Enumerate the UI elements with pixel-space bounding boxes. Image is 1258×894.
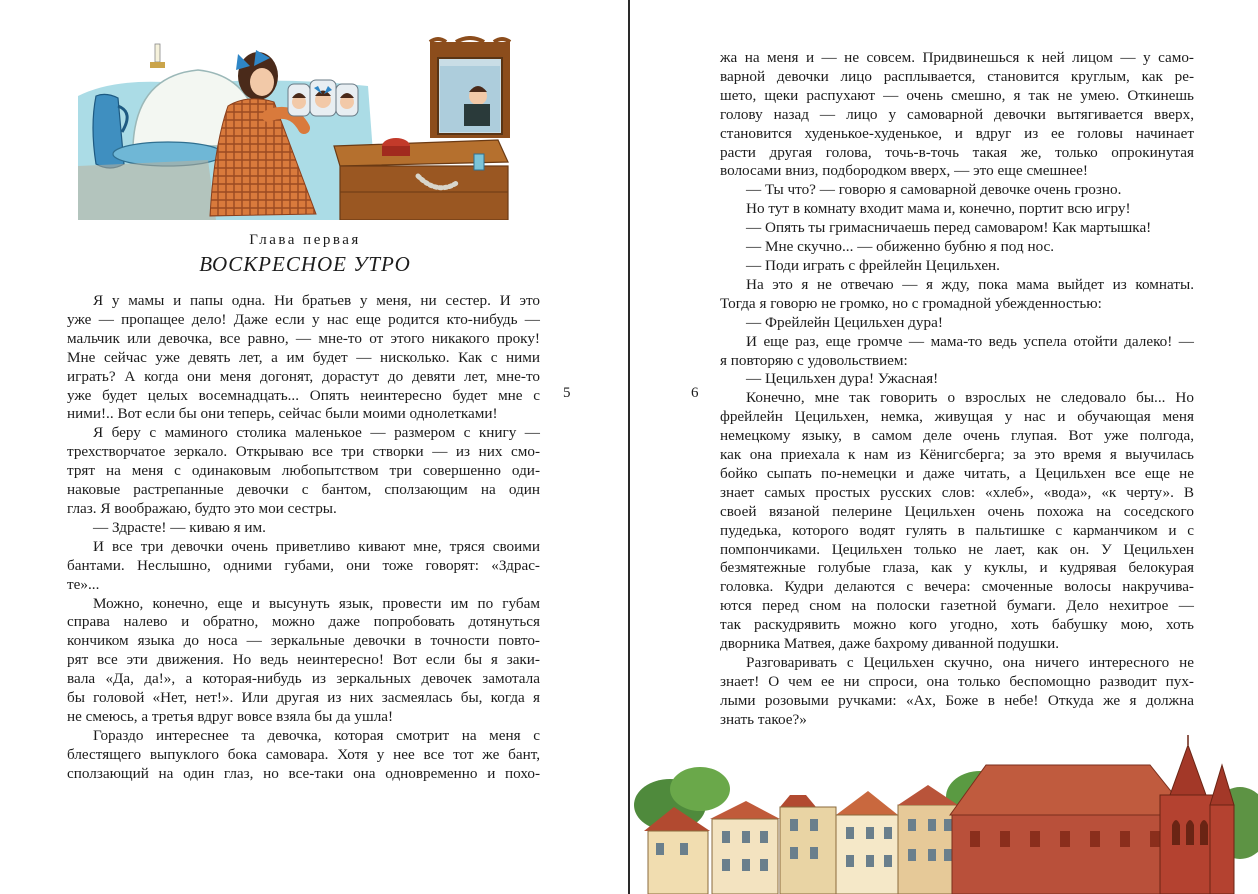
text-line: знает! О чем ее ни спроси, она только беспомощно разводит пух- (720, 672, 1194, 690)
illustration-girl-mirror (78, 36, 538, 220)
paragraph (720, 257, 1194, 276)
paragraph (720, 654, 1194, 730)
text-line: те»... (67, 575, 100, 593)
text-line: бойко сыпать по-немецки и даже читать, а Цецильхен все еще не (720, 464, 1194, 482)
paragraph (67, 424, 540, 519)
paragraph (720, 200, 1194, 219)
text-line: Гораздо интереснее та девочка, которая смотрит на меня с (93, 726, 540, 744)
text-line: Но тут в комнату входит мама и, конечно, портит всю игру! (746, 200, 1131, 218)
text-line: наковые растрепанные девочки с бантом, сползающим на один (67, 481, 540, 499)
text-line: — Ты что? — говорю я самоварной девочке очень грозно. (746, 181, 1122, 199)
text-line: Я беру с маминого столика маленькое — размером с книгу — (93, 424, 540, 442)
text-line: Конечно, мне так говорить о взрослых не следовало бы... Но (746, 389, 1194, 407)
text-line: бантами. Неслышно, одними губами, они тоже говорят: «Здрас- (67, 556, 540, 574)
text-line: рят все эти движения. Но ведь неинтересно! Вот если бы я зaки- (67, 651, 540, 669)
text-line: Мне сейчас уже девять лет, а им будет — нисколько. Как с ними (67, 348, 540, 366)
text-line: знать такое?» (720, 710, 807, 728)
paragraph (720, 314, 1194, 333)
text-line: пудедька, которого водят гулять в пальтишке с карманчиком и с (720, 521, 1194, 539)
text-line: Можно, конечно, еще и высунуть язык, провести им по губам (93, 594, 540, 612)
text-line: — Поди играть с фрейлейн Цецильхен. (746, 256, 1000, 274)
paragraph (720, 181, 1194, 200)
text-line: блестящего выпуклого бока самовара. Хотя у нее все тот же бант, (67, 745, 540, 763)
paragraph (67, 538, 540, 595)
text-line: Тогда я говорю не громко, но с громадной убежденностью: (720, 294, 1102, 312)
illustration-old-town (630, 735, 1258, 894)
text-line: как она приехала к нам из Кёнигсберга; за это время я выучилась (720, 446, 1194, 464)
text-line: — Здрасте! — киваю я им. (93, 518, 266, 536)
text-line: вала «Да, да!», а которая-нибудь из зеркальных девочек замотала (67, 670, 540, 688)
chapter-label: Глава первая (249, 232, 361, 248)
paragraph (720, 238, 1194, 257)
paragraph (720, 49, 1194, 181)
text-line: играть? А когда они меня догонят, дорастут до девяти лет, мне-то (67, 367, 540, 385)
text-line: трят на меня с одинаковым любопытством три совершенно оди- (67, 462, 540, 480)
text-line: глаз. Я воображаю, будто это мои сестры. (67, 499, 337, 517)
text-line: лыми розовыми ручками: «Ах, Боже в небе! Откуда же я должна (720, 691, 1194, 709)
text-line: — Опять ты гримасничаешь перед самоваром! Как мартышка! (746, 219, 1152, 237)
text-line: И все три девочки очень приветливо кивают мне, тряся своими (93, 537, 540, 555)
text-line: головка. Кудри делаются с вечера: смоченные волосы накручива- (720, 578, 1194, 596)
text-line: дворника Матвея, даже бахрому диванной подушки. (720, 635, 1060, 653)
text-line: ними!.. Вот если бы они теперь, сейчас были моими однолетками! (67, 405, 498, 423)
paragraph (720, 389, 1194, 654)
text-line: уже будет целых восемнадцать... Опять неинтересно будет мне с (67, 386, 540, 404)
text-line: своей вязаной пелерине Цецильхен очень похожа на соседского (720, 502, 1194, 520)
paragraph (67, 519, 540, 538)
page-number-right: 6 (691, 385, 699, 401)
chapter-title: ВОСКРЕСНОЕ УТРО (199, 252, 411, 276)
text-line: немецкому языку, в самом деле очень глупая. Вот уже полгода, (720, 427, 1194, 445)
text-line: голову назад — лицо у самоварной девочки вытягивается вверх, (720, 105, 1194, 123)
text-line: — Фрейлейн Цецильхен дура! (746, 313, 943, 331)
text-line: шето, щеки распухают — очень смешно, я так не умею. Откинешь (720, 86, 1194, 104)
text-line: бы головой «Нет, нет!». Или другая из них засмеялась бы, когда я (67, 689, 540, 707)
text-line: расти другая голова, точь-в-точь такая же, только опрокинутая (720, 143, 1194, 161)
paragraph (67, 292, 540, 424)
right-page (630, 0, 1258, 894)
text-line: я повторяю с удовольствием: (720, 351, 908, 369)
text-line: И еще раз, еще громче — мама-то ведь успела отойти далеко! — (746, 332, 1194, 350)
left-page-text (67, 292, 540, 784)
text-line: помпончиками. Цецильхен только не лает, как он. У Цецильхен (720, 540, 1194, 558)
right-page-text (720, 49, 1194, 730)
paragraph (720, 333, 1194, 371)
text-line: кончиком языка до носа — зеркальные девочки в точности повто- (67, 632, 540, 650)
text-line: безмятежные голубые глаза, как у куклы, и кудрявая белокурая (720, 559, 1194, 577)
text-line: варной девочки лицо расплывается, становится круглым, как ре- (720, 67, 1194, 85)
text-line: Разговаривать с Цецильхен скучно, она ничего интересного не (746, 654, 1194, 671)
text-line: Я у мамы и папы одна. Ни братьев у меня, ни сестер. И это (93, 292, 540, 309)
text-line: жа на меня и — не совсем. Придвинешься к ней лицом — у само- (720, 49, 1194, 66)
text-line: сползающий на один глаз, но все-таки она одновременно и похо- (67, 764, 540, 782)
text-line: становится худенькое-худенькое, и вдруг из ее головы начинает (720, 124, 1194, 142)
text-line: не смеюсь, а третья вдруг вовсе взяла бы да ушла! (67, 707, 394, 725)
text-line: ются перед сном на полоски газетной бумаги. Дело нехитрое — (720, 597, 1194, 615)
text-line: так раскудрявить можно кого угодно, хоть бабушку мою, хоть (720, 616, 1194, 634)
page-number-left: 5 (563, 385, 571, 401)
text-line: уже — пропащее дело! Даже если у нас еще родится кто-нибудь — (67, 310, 540, 328)
text-line: фрейлейн Цецильхен, немка, живущая у нас и обучающая меня (720, 408, 1194, 426)
text-line: мальчик или девочка, все равно, — мне-то от этого никакого проку! (67, 329, 540, 347)
text-line: — Мне скучно... — обиженно бубню я под нос. (746, 238, 1055, 256)
text-line: трехстворчатое зеркало. Открываю все три створки — из них смо- (67, 443, 540, 461)
paragraph (67, 595, 540, 727)
paragraph (720, 219, 1194, 238)
paragraph (720, 370, 1194, 389)
text-line: — Цецильхен дура! Ужасная! (746, 370, 939, 388)
paragraph (720, 276, 1194, 314)
text-line: На это я не отвечаю — я жду, пока мама выйдет из комнаты. (746, 275, 1194, 293)
text-line: знает самых простых русских слов: «хлеб», «вода», «к черту». В (720, 483, 1194, 501)
text-line: справа налево и обратно, можно даже попробовать дотянуться (67, 613, 540, 631)
paragraph (67, 727, 540, 784)
text-line: волосами вниз, подбородком вверх, — это еще смешнее! (720, 162, 1088, 180)
